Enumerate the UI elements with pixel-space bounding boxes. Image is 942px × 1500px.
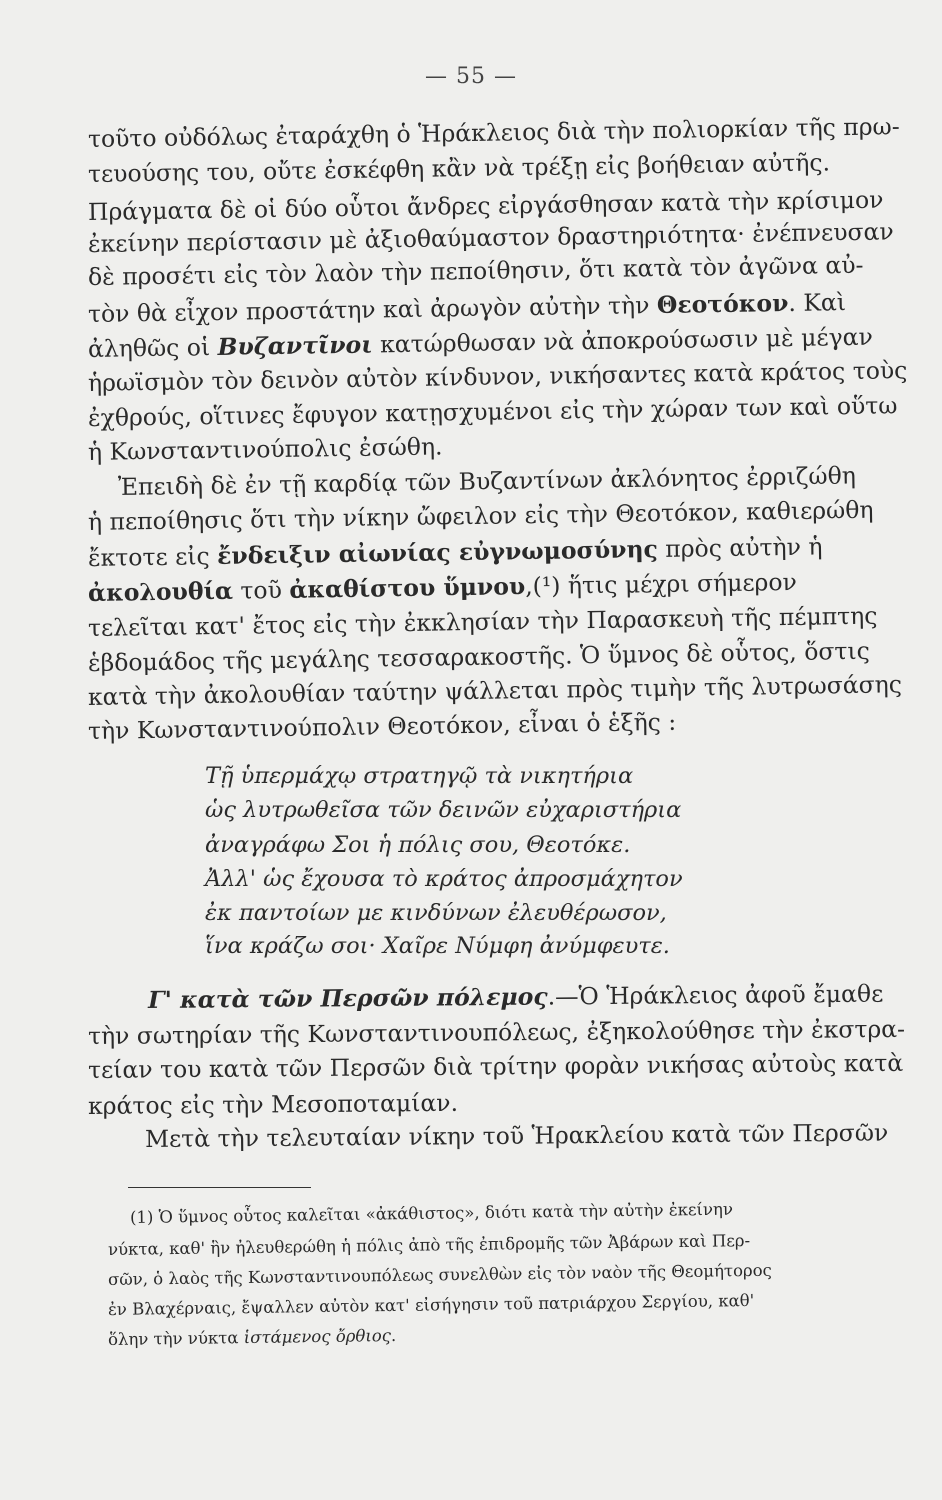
emphasis-gratitude: ἔνδειξιν αἰωνίας εὐγνωμοσύνης xyxy=(216,535,659,570)
footnote-italic: ἱστάμενος ὄρθιος xyxy=(243,1326,392,1348)
hymn-line: Τῇ ὑπερμάχῳ στρατηγῷ τὰ νικητήρια xyxy=(205,763,634,789)
text-line: ἐκείνην περίστασιν μὲ ἀξιοθαύμαστον δραστηριότητα· ἐνέπνευσαν xyxy=(87,217,894,258)
page-number: — 55 — xyxy=(425,64,517,89)
footnote-line: (1) Ὁ ὕμνος οὗτος καλεῖται «ἀκάθιστος», διότι κατὰ τὴν αὐτὴν ἐκείνην xyxy=(129,1199,734,1227)
section-heading: Γ' κατὰ τῶν Περσῶν πόλεμος xyxy=(147,982,548,1014)
text-line: τοῦτο οὐδόλως ἐταράχθη ὁ Ἡράκλειος διὰ τὴν πολιορκίαν τῆς πρω- xyxy=(87,112,900,153)
hymn-line: ὡς λυτρωθεῖσα τῶν δεινῶν εὐχαριστήρια xyxy=(205,797,682,823)
text-line: τὸν θὰ εἶχον προστάτην καὶ ἀρωγὸν αὐτὴν τὴν Θεοτόκον. Καὶ xyxy=(87,288,847,328)
text-line: ἡ πεποίθησις ὅτι τὴν νίκην ὤφειλον εἰς τὴν Θεοτόκον, καθιερώθη xyxy=(87,495,874,536)
text-line: τευούσης του, οὔτε ἐσκέφθη κἂν νὰ τρέξῃ εἰς βοήθειαν αὐτῆς. xyxy=(87,148,831,188)
footnote-line: νύκτα, καθ' ἣν ἠλευθερώθη ἡ πόλις ἀπὸ τῆς ἐπιδρομῆς τῶν Ἀβάρων καὶ Περ- xyxy=(107,1231,751,1259)
hymn-line: ἐκ παντοίων με κινδύνων ἐλευθέρωσον, xyxy=(205,900,667,926)
hymn-line: ἵνα κράζω σοι· Χαῖρε Νύμφη ἀνύμφευτε. xyxy=(205,933,670,959)
text-line: ἀκολουθία τοῦ ἀκαθίστου ὕμνου,(¹) ἥτις μέχρι σήμερον xyxy=(87,567,798,607)
text-line: κατὰ τὴν ἀκολουθίαν ταύτην ψάλλεται πρὸς τιμὴν τῆς λυτρωσάσης xyxy=(87,670,903,711)
hymn-line: Ἀλλ' ὡς ἔχουσα τὸ κράτος ἀπροσμάχητον xyxy=(205,866,683,892)
text-line: ἡ Κωνσταντινούπολις ἐσώθη. xyxy=(87,432,443,466)
footnote-line: ἐν Βλαχέρναις, ἔψαλλεν αὐτὸν κατ' εἰσήγησιν τοῦ πατριάρχου Σεργίου, καθ' xyxy=(107,1290,755,1319)
text-line: Ἐπειδὴ δὲ ἐν τῇ καρδίᾳ τῶν Βυζαντίνων ἀκλόνητος ἐρριζώθη xyxy=(117,461,857,501)
text-line: δὲ προσέτι εἰς τὸν λαὸν τὴν πεποίθησιν, ὅτι κατὰ τὸν ἀγῶνα αὐ- xyxy=(87,250,864,291)
text-line: Μετὰ τὴν τελευταίαν νίκην τοῦ Ἡρακλείου κατὰ τῶν Περσῶν xyxy=(144,1118,889,1153)
text-line: ἡρωϊσμὸν τὸν δεινὸν αὐτὸν κίνδυνον, νικήσαντες κατὰ κράτος τοὺς xyxy=(87,356,908,397)
section-heading-line: Γ' κατὰ τῶν Περσῶν πόλεμος.—Ὁ Ἡράκλειος ἀφοῦ ἔμαθε xyxy=(147,979,884,1014)
text-line: ἀληθῶς οἱ Βυζαντῖνοι κατώρθωσαν νὰ ἀποκρούσωσιν μὲ μέγαν xyxy=(87,322,873,363)
hymn-line: ἀναγράφω Σοι ἡ πόλις σου, Θεοτόκε. xyxy=(205,832,631,858)
footnote-line: σῶν, ὁ λαὸς τῆς Κωνσταντινουπόλεως συνελθὼν εἰς τὸν ναὸν τῆς Θεομήτορος xyxy=(107,1260,772,1289)
text-line: κράτος εἰς τὴν Μεσοποταμίαν. xyxy=(87,1088,459,1120)
text-line: ἐχθρούς, οἵτινες ἔφυγον κατῃσχυμένοι εἰς τὴν χώραν των καὶ οὕτω xyxy=(87,391,898,432)
text-line: ἔκτοτε εἰς ἔνδειξιν αἰωνίας εὐγνωμοσύνης πρὸς αὐτὴν ἡ xyxy=(87,532,823,572)
text-line: τὴν Κωνσταντινούπολιν Θεοτόκον, εἶναι ὁ ἑξῆς : xyxy=(87,707,677,745)
emphasis-byzantines: Βυζαντῖνοι xyxy=(217,330,373,361)
text-line: τὴν σωτηρίαν τῆς Κωνσταντινουπόλεως, ἐξηκολούθησε τὴν ἐκστρα- xyxy=(87,1014,906,1050)
emphasis-akolouthia: ἀκολουθία xyxy=(87,576,234,607)
text-line: ἑβδομάδος τῆς μεγάλης τεσσαρακοστῆς. Ὁ ὕμνος δὲ οὗτος, ὅστις xyxy=(87,636,871,677)
text-line: Πράγματα δὲ οἱ δύο οὗτοι ἄνδρες εἰργάσθησαν κατὰ τὴν κρίσιμον xyxy=(87,185,884,226)
emphasis-akathist-hymn: ἀκαθίστου ὕμνου xyxy=(289,572,526,604)
emphasis-theotokos: Θεοτόκον xyxy=(656,288,789,320)
text-line: τελεῖται κατ' ἔτος εἰς τὴν ἐκκλησίαν τὴν Παρασκευὴ τῆς πέμπτης xyxy=(87,601,878,642)
footnote-line: ὅλην τὴν νύκτα ἱστάμενος ὄρθιος. xyxy=(107,1325,397,1349)
footnote-rule xyxy=(128,1187,311,1188)
text-line: τείαν του κατὰ τῶν Περσῶν διὰ τρίτην φορὰν νικήσας αὐτοὺς κατὰ xyxy=(87,1048,904,1084)
